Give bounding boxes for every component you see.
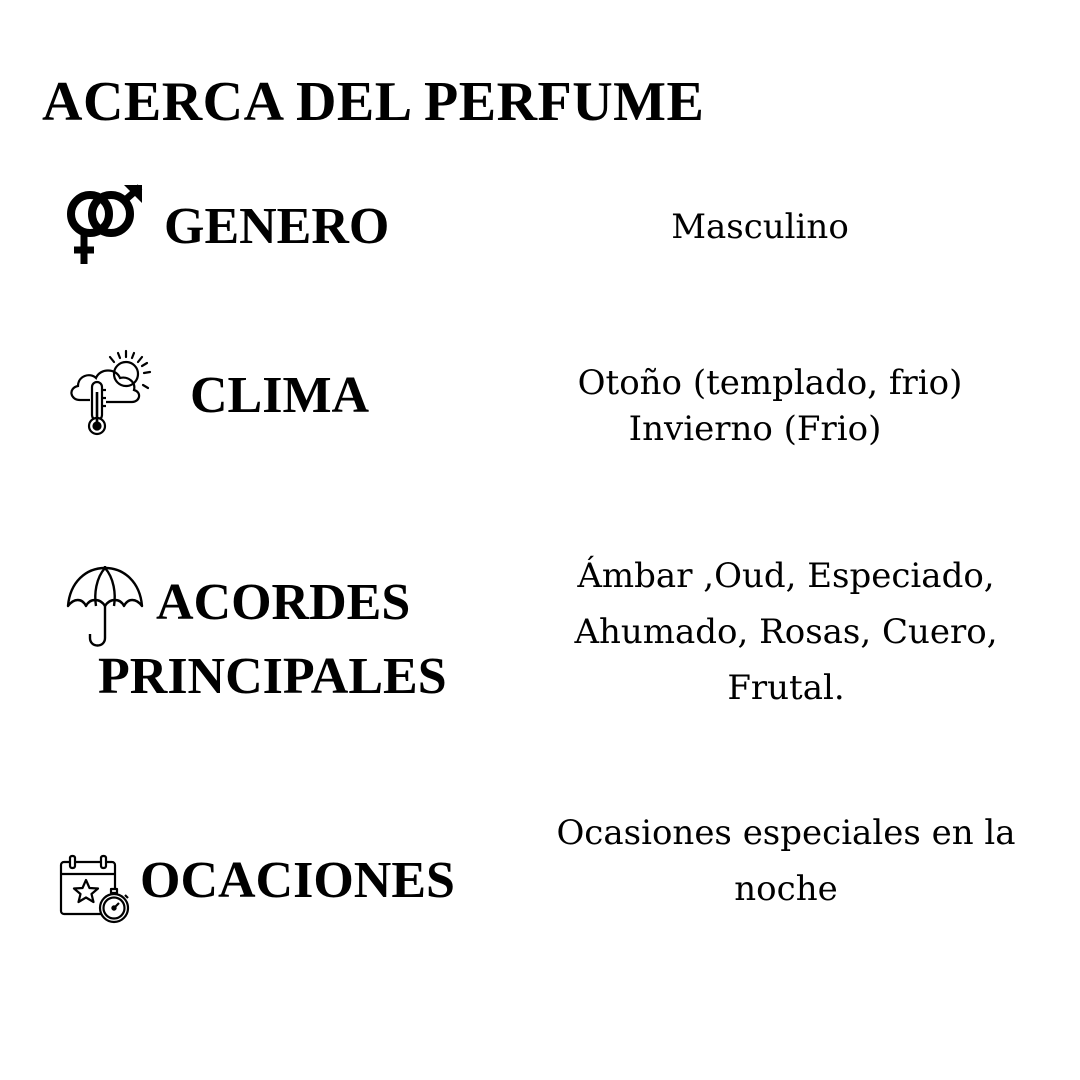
acordes-value-line-1: Ámbar ,Oud, Especiado, xyxy=(577,556,995,596)
acordes-value xyxy=(536,548,1036,716)
ocaciones-label: OCACIONES xyxy=(140,852,455,909)
weather-thermometer-icon xyxy=(66,348,158,438)
ocaciones-value-line-2: noche xyxy=(734,869,838,909)
genero-label: GENERO xyxy=(164,198,390,255)
clima-value-line-2: Invierno (Frio) xyxy=(628,409,882,449)
genero-value: Masculino xyxy=(671,207,849,247)
ocaciones-value-line-1: Ocasiones especiales en la xyxy=(556,813,1016,853)
ocaciones-value xyxy=(536,805,1036,917)
acordes-value-line-2: Ahumado, Rosas, Cuero, xyxy=(574,612,998,652)
gender-icon xyxy=(60,184,144,266)
umbrella-icon xyxy=(66,564,144,648)
acordes-label-line-2: PRINCIPALES xyxy=(98,648,447,705)
clima-label: CLIMA xyxy=(190,367,370,424)
page-title: ACERCA DEL PERFUME xyxy=(42,71,705,133)
calendar-stopwatch-icon xyxy=(58,852,132,926)
clima-value-line-1: Otoño (templado, frio) xyxy=(577,363,963,403)
acordes-value-line-3: Frutal. xyxy=(727,668,845,708)
clima-value xyxy=(540,360,1000,452)
acordes-label-line-1: ACORDES xyxy=(156,574,411,631)
